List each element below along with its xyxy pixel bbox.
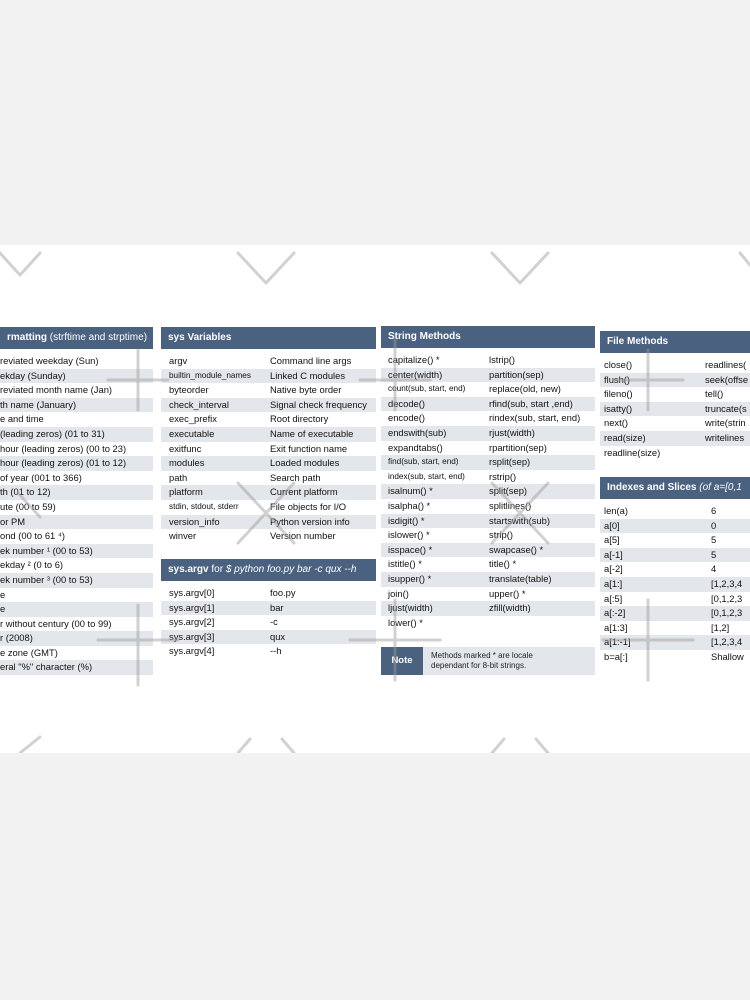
string-methods-panel: [381, 326, 595, 676]
note-text: [431, 651, 533, 671]
method-left: lower() *: [388, 616, 423, 628]
argv-name: sys.argv[4]: [169, 645, 215, 657]
table-row: [0, 515, 153, 530]
method-left: isdigit() *: [388, 514, 425, 526]
table-row: [161, 529, 376, 544]
panel-title: Indexes and Slices: [607, 482, 697, 493]
table-row: [600, 431, 750, 446]
file-methods-panel: [600, 331, 750, 461]
table-row: [600, 577, 750, 592]
method-left: isalpha() *: [388, 499, 431, 511]
table-row: [600, 548, 750, 563]
format-description: reviated month name (Jan): [0, 384, 113, 396]
method-right: rstrip(): [489, 470, 517, 482]
date-rows: [0, 349, 153, 675]
table-row: [600, 373, 750, 388]
method-left: capitalize() *: [388, 354, 440, 365]
variable-name: builtin_module_names: [169, 370, 251, 380]
index-expression: b=a[:]: [604, 650, 628, 662]
method-right: rjust(width): [489, 426, 535, 438]
table-row: [600, 650, 750, 665]
argv-name: sys.argv[3]: [169, 630, 215, 642]
panel-title: sys Variables: [168, 332, 232, 343]
table-row: [161, 515, 376, 530]
index-result: [1,2,3,4: [711, 636, 743, 648]
variable-name: byteorder: [169, 384, 209, 396]
format-description: of year (001 to 366): [0, 471, 82, 483]
table-row: [381, 382, 595, 397]
table-row: [381, 470, 595, 485]
method-right: zfill(width): [489, 602, 531, 614]
table-row: [0, 398, 153, 413]
index-expression: a[:5]: [604, 592, 623, 604]
file-method-right: tell(): [705, 388, 724, 400]
index-result: 6: [711, 505, 717, 516]
note-line-1: Methods marked * are locale: [431, 651, 533, 660]
panel-header: [600, 477, 750, 499]
string-methods-rows: [381, 348, 595, 630]
table-row: [600, 592, 750, 607]
watermark-cross: [20, 737, 548, 753]
argv-value: foo.py: [270, 587, 296, 598]
table-row: [381, 572, 595, 587]
variable-name: exec_prefix: [169, 413, 217, 425]
argv-name: sys.argv[1]: [169, 601, 215, 613]
index-result: [0,1,2,3: [711, 607, 743, 619]
table-row: [600, 562, 750, 577]
table-row: [161, 427, 376, 442]
format-description: ekday ² (0 to 6): [0, 559, 64, 571]
index-expression: a[1:-1]: [604, 636, 631, 648]
table-row: [600, 402, 750, 417]
file-method-left: fileno(): [604, 388, 633, 400]
file-method-right: truncate(s: [705, 402, 747, 414]
method-right: rsplit(sep): [489, 456, 531, 468]
index-result: 5: [711, 548, 717, 560]
panel-title: sys.argv: [168, 564, 209, 575]
table-row: [0, 383, 153, 398]
file-method-right: write(strin: [705, 417, 746, 429]
method-right: rindex(sub, start, end): [489, 412, 581, 424]
method-right: swapcase() *: [489, 543, 544, 555]
method-left: count(sub, start, end): [388, 384, 466, 394]
table-row: [0, 412, 153, 427]
watermark-cross: [0, 253, 40, 275]
panel-title: rmatting: [7, 332, 47, 343]
table-row: [381, 557, 595, 572]
method-left: isalnum() *: [388, 485, 433, 497]
panel-title-of: (of a=[0,1: [696, 482, 742, 493]
method-left: islower() *: [388, 529, 430, 541]
method-left: encode(): [388, 412, 426, 424]
variable-name: stdin, stdout, stderr: [169, 501, 239, 511]
method-right: partition(sep): [489, 368, 544, 380]
table-row: [0, 471, 153, 486]
watermark-cross: [238, 253, 294, 283]
variable-description: Search path: [270, 471, 321, 483]
table-row: [381, 528, 595, 543]
variable-description: Current platform: [270, 486, 338, 498]
format-description: r without century (00 to 99): [0, 617, 112, 629]
format-description: (leading zeros) (01 to 31): [0, 427, 105, 439]
method-right: rpartition(sep): [489, 441, 547, 453]
index-result: Shallow: [711, 650, 744, 662]
panel-title: String Methods: [388, 331, 461, 342]
table-row: [381, 353, 595, 368]
format-description: e zone (GMT): [0, 646, 58, 658]
table-row: [381, 441, 595, 456]
variable-description: Linked C modules: [270, 369, 346, 381]
table-row: [600, 533, 750, 548]
variable-description: Root directory: [270, 413, 329, 425]
panel-title: File Methods: [607, 336, 669, 347]
table-row: [381, 397, 595, 412]
method-left: expandtabs(): [388, 441, 443, 453]
index-expression: len(a): [604, 505, 628, 516]
variable-name: winver: [169, 530, 197, 542]
index-expression: a[5]: [604, 534, 620, 546]
method-left: decode(): [388, 397, 426, 409]
indexes-rows: [600, 499, 750, 665]
format-description: eral "%" character (%): [0, 661, 93, 673]
file-method-left: next(): [604, 417, 628, 429]
file-method-left: isatty(): [604, 402, 633, 414]
table-row: [0, 354, 153, 369]
index-result: [1,2]: [711, 621, 730, 633]
index-expression: a[0]: [604, 519, 620, 531]
note-box: [381, 647, 595, 675]
argv-value: -c: [270, 616, 278, 628]
argv-value: --h: [270, 645, 282, 657]
variable-description: Name of executable: [270, 427, 354, 439]
sys-variables-rows: [161, 349, 376, 544]
table-row: [381, 368, 595, 383]
table-row: [161, 369, 376, 384]
index-expression: a[1:3]: [604, 621, 628, 633]
format-description: e: [0, 588, 6, 600]
date-formatting-panel: [0, 327, 153, 677]
sys-variables-panel: [161, 327, 376, 547]
method-right: splitlines(): [489, 499, 532, 511]
method-right: strip(): [489, 529, 513, 541]
watermark-cross: [492, 253, 548, 283]
variable-name: exitfunc: [169, 442, 202, 454]
table-row: [161, 398, 376, 413]
method-left: ljust(width): [388, 602, 433, 614]
format-description: th name (January): [0, 398, 77, 410]
file-method-right: seek(offse: [705, 373, 749, 385]
table-row: [381, 514, 595, 529]
table-row: [0, 588, 153, 603]
table-row: [381, 484, 595, 499]
table-row: [0, 369, 153, 384]
index-expression: a[:-2]: [604, 607, 626, 619]
method-left: isupper() *: [388, 572, 432, 584]
variable-name: platform: [169, 486, 203, 498]
argv-name: sys.argv[0]: [169, 587, 215, 598]
table-row: [381, 601, 595, 616]
file-method-left: readline(size): [604, 446, 661, 458]
file-method-right: readlines(: [705, 359, 747, 370]
variable-name: modules: [169, 457, 205, 469]
panel-subtitle: (strftime and strptime): [47, 332, 148, 343]
file-method-left: close(): [604, 359, 633, 370]
method-left: center(width): [388, 368, 443, 380]
index-result: 0: [711, 519, 717, 531]
format-description: ute (00 to 59): [0, 500, 56, 512]
argv-name: sys.argv[2]: [169, 616, 215, 628]
table-row: [600, 446, 750, 461]
panel-title-for: for: [208, 564, 226, 575]
table-row: [0, 442, 153, 457]
table-row: [381, 455, 595, 470]
sys-argv-rows: [161, 581, 376, 659]
variable-description: Version number: [270, 530, 336, 542]
index-result: [0,1,2,3: [711, 592, 743, 604]
file-methods-rows: [600, 353, 750, 460]
table-row: [161, 354, 376, 369]
table-row: [0, 544, 153, 559]
table-row: [0, 602, 153, 617]
argv-value: qux: [270, 630, 286, 642]
format-description: ek number ³ (00 to 53): [0, 573, 93, 585]
format-description: e: [0, 603, 6, 615]
table-row: [381, 616, 595, 631]
variable-name: executable: [169, 427, 215, 439]
table-row: [0, 427, 153, 442]
panel-title-command: $ python foo.py bar -c qux --h: [225, 564, 357, 575]
variable-name: path: [169, 471, 188, 483]
panel-header: [600, 331, 750, 353]
table-row: [0, 631, 153, 646]
table-row: [161, 456, 376, 471]
index-result: 5: [711, 534, 717, 546]
table-row: [600, 621, 750, 636]
method-right: title() *: [489, 558, 517, 570]
method-left: endswith(sub): [388, 426, 447, 438]
table-row: [381, 587, 595, 602]
table-row: [0, 558, 153, 573]
method-right: split(sep): [489, 485, 528, 497]
variable-description: File objects for I/O: [270, 500, 347, 512]
format-description: reviated weekday (Sun): [0, 355, 99, 366]
method-right: lstrip(): [489, 354, 516, 365]
variable-description: Signal check frequency: [270, 398, 367, 410]
format-description: th (01 to 12): [0, 486, 51, 498]
table-row: [161, 412, 376, 427]
file-method-right: writelines: [705, 431, 745, 443]
sys-argv-panel: [161, 559, 376, 669]
table-row: [161, 500, 376, 515]
variable-name: check_interval: [169, 398, 229, 410]
panel-header: [381, 326, 595, 348]
table-row: [600, 387, 750, 402]
format-description: r (2008): [0, 632, 33, 644]
table-row: [0, 529, 153, 544]
variable-description: Exit function name: [270, 442, 348, 454]
table-row: [381, 426, 595, 441]
table-row: [600, 519, 750, 534]
file-method-left: flush(): [604, 373, 631, 385]
table-row: [381, 499, 595, 514]
panel-header: [161, 327, 376, 349]
table-row: [0, 660, 153, 675]
variable-description: Native byte order: [270, 384, 342, 396]
panel-header: [161, 559, 376, 581]
table-row: [161, 615, 376, 630]
table-row: [381, 411, 595, 426]
method-left: istitle() *: [388, 558, 422, 570]
format-description: ekday (Sunday): [0, 369, 66, 381]
table-row: [0, 573, 153, 588]
note-label: Note: [381, 647, 423, 675]
index-expression: a[-2]: [604, 563, 623, 575]
watermark-cross: [740, 253, 750, 265]
table-row: [600, 416, 750, 431]
method-right: startswith(sub): [489, 514, 550, 526]
method-right: upper() *: [489, 587, 526, 599]
table-row: [600, 358, 750, 373]
table-row: [600, 635, 750, 650]
table-row: [0, 456, 153, 471]
method-left: find(sub, start, end): [388, 457, 459, 467]
format-description: or PM: [0, 515, 26, 527]
table-row: [0, 500, 153, 515]
format-description: ond (00 to 61 ⁴): [0, 530, 66, 542]
method-left: isspace() *: [388, 543, 433, 555]
table-row: [600, 606, 750, 621]
format-description: hour (leading zeros) (01 to 12): [0, 457, 127, 469]
argv-value: bar: [270, 601, 284, 613]
table-row: [161, 630, 376, 645]
cheat-sheet-band: [0, 245, 750, 753]
method-left: index(sub, start, end): [388, 471, 465, 481]
table-row: [161, 383, 376, 398]
variable-description: Loaded modules: [270, 457, 340, 469]
file-method-left: read(size): [604, 431, 646, 443]
format-description: ek number ¹ (00 to 53): [0, 544, 93, 556]
method-right: replace(old, new): [489, 383, 561, 395]
table-row: [0, 646, 153, 661]
variable-name: argv: [169, 355, 188, 366]
variable-name: version_info: [169, 515, 220, 527]
table-row: [161, 471, 376, 486]
format-description: e and time: [0, 413, 44, 425]
table-row: [161, 442, 376, 457]
method-right: translate(table): [489, 572, 552, 584]
index-result: 4: [711, 563, 717, 575]
indexes-slices-panel: [600, 477, 750, 677]
index-expression: a[1:]: [604, 577, 623, 589]
table-row: [600, 504, 750, 519]
method-left: join(): [388, 587, 409, 599]
format-description: hour (leading zeros) (00 to 23): [0, 442, 127, 454]
index-result: [1,2,3,4: [711, 577, 743, 589]
panel-header: [0, 327, 153, 349]
table-row: [161, 644, 376, 659]
table-row: [0, 617, 153, 632]
table-row: [161, 485, 376, 500]
table-row: [381, 543, 595, 558]
table-row: [161, 586, 376, 601]
table-row: [161, 601, 376, 616]
variable-description: Command line args: [270, 355, 352, 366]
note-line-2: dependant for 8-bit strings.: [431, 661, 527, 670]
method-right: rfind(sub, start ,end): [489, 397, 573, 409]
table-row: [0, 485, 153, 500]
variable-description: Python version info: [270, 515, 350, 527]
index-expression: a[-1]: [604, 548, 623, 560]
